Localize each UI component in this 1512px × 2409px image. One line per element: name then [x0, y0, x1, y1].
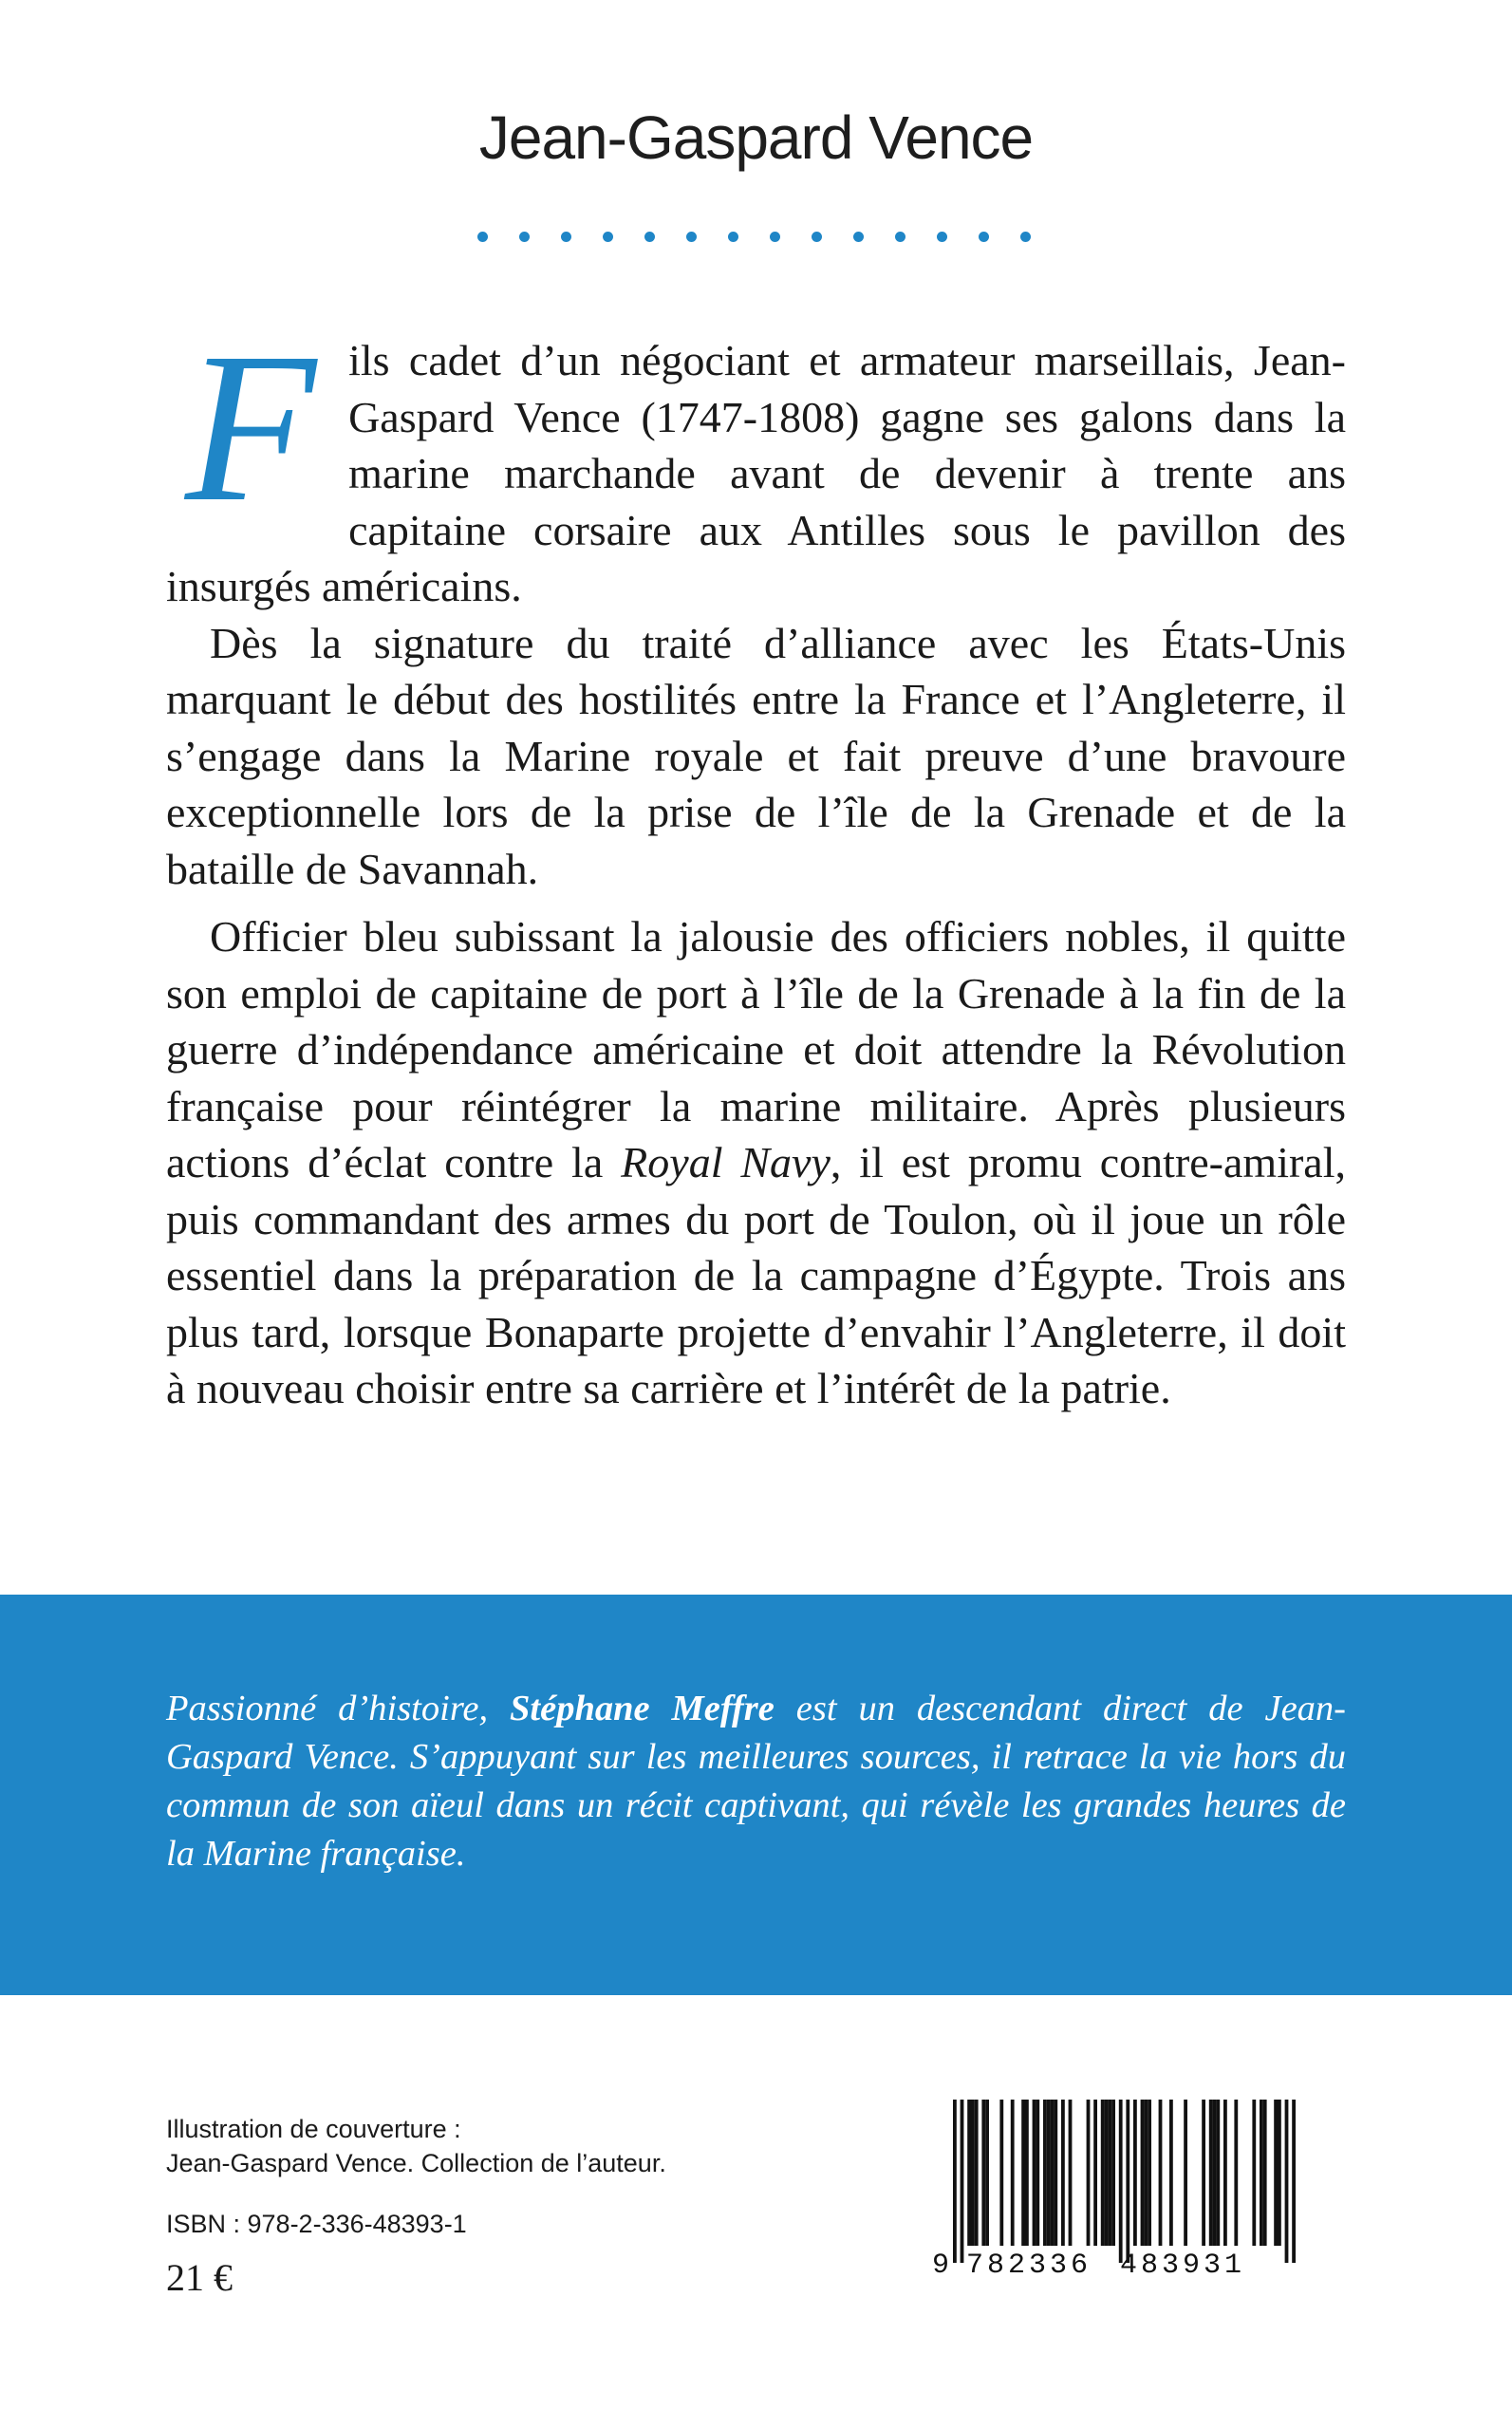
barcode-digit-first: 9 — [932, 2250, 950, 2278]
paragraph-3-text-a: Officier bleu subissant la jalousie des officiers nobles, il quitte son emploi de capitaine de port à l’île de la Grenade à la fin de la guerre d’indépendance américaine et doit attendre la Révolution française pour réintégrer la marine militaire. Après plusieurs actions d’éclat contre la — [166, 912, 1346, 1186]
bio-text-a: Passionné d’histoire, — [166, 1689, 510, 1728]
barcode-bar — [1159, 2100, 1163, 2246]
barcode-bar — [953, 2100, 957, 2263]
isbn: ISBN : 978-2-336-48393-1 — [166, 2210, 467, 2238]
barcode-bar — [1260, 2100, 1263, 2246]
author-name: Stéphane Meffre — [510, 1689, 775, 1728]
barcode-bar — [1278, 2100, 1281, 2246]
barcode-bar — [1051, 2100, 1055, 2246]
barcode-bar — [1184, 2100, 1187, 2246]
barcode-bar — [1087, 2100, 1091, 2246]
barcode-bar — [1011, 2100, 1015, 2246]
barcode-bar — [1202, 2100, 1205, 2246]
author-bio — [166, 1685, 1346, 1878]
paragraph-3-text-b: , il est promu contre-amiral, puis commandant des armes du port de Toulon, où il joue un rôle essentiel dans la préparation de la campagne d’Égypte. Trois ans plus tard, lorsque Bonaparte projette d’envahir l’Angleterre, il doit à nouveau choisir entre sa carrière et l’intérêt de la patrie. — [166, 1138, 1346, 1412]
barcode-bar — [971, 2100, 975, 2246]
barcode-bar — [1105, 2100, 1109, 2246]
barcode-bar — [1047, 2100, 1051, 2246]
barcode-bar — [1292, 2100, 1296, 2263]
barcode-bar — [1126, 2100, 1129, 2263]
barcode-digits-left: 782336 — [966, 2250, 1092, 2278]
barcode-bar — [1216, 2100, 1220, 2246]
dotted-separator — [477, 228, 1034, 247]
barcode-bar — [1144, 2100, 1148, 2246]
paragraph-1 — [166, 308, 1346, 615]
barcode-bar — [1069, 2100, 1073, 2246]
barcode-bar — [1274, 2100, 1278, 2246]
barcode-bar — [1119, 2100, 1123, 2263]
paragraph-2: Dès la signature du traité d’alliance avec les États-Unis marquant le début des hostilités entre la France et l’Angleterre, il s’engage dans la Marine royale et fait preuve d’une bravoure exceptionnelle lors de la prise de l’île de la Grenade et de la bataille de Savannah. — [166, 618, 1346, 893]
cover-credit — [166, 2112, 666, 2180]
barcode-bar — [985, 2100, 989, 2246]
barcode-bar — [961, 2100, 964, 2263]
barcode-bar — [1043, 2100, 1047, 2246]
barcode-bar — [1209, 2100, 1213, 2246]
barcode-bar — [1111, 2100, 1115, 2246]
barcode-bar — [999, 2100, 1003, 2246]
summary-text — [166, 308, 1346, 1417]
barcode-bar — [1213, 2100, 1217, 2246]
paragraph-3-italic: Royal Navy — [621, 1138, 831, 1186]
book-title: Jean-Gaspard Vence — [478, 103, 1034, 172]
credit-line-1: Illustration de couverture : — [166, 2115, 461, 2143]
barcode-bar — [1223, 2100, 1227, 2246]
barcode-bar — [1108, 2100, 1111, 2246]
barcode-bar — [1033, 2100, 1036, 2246]
credit-line-2: Jean-Gaspard Vence. Collection de l’auteur. — [166, 2149, 666, 2177]
barcode-digits-right: 483931 — [1120, 2250, 1246, 2278]
barcode-bar — [1148, 2100, 1151, 2246]
barcode-bar — [1101, 2100, 1105, 2246]
barcode-bar — [1141, 2100, 1145, 2246]
barcode-bar — [1133, 2100, 1137, 2246]
barcode-bar — [1285, 2100, 1289, 2263]
barcode-bar — [1234, 2100, 1238, 2246]
paragraph-1-text: ils cadet d’un négociant et armateur marseillais, Jean-Gaspard Vence (1747-1808) gagne ses galons dans la marine marchande avant de devenir à trente ans capitaine corsaire aux Antilles sous le pavillon des insurgés américains. — [166, 336, 1346, 610]
barcode-bar — [1263, 2100, 1267, 2246]
barcode-bar — [981, 2100, 985, 2246]
barcode-bar — [1061, 2100, 1065, 2246]
price: 21 € — [166, 2256, 233, 2299]
barcode-bar — [975, 2100, 979, 2246]
barcode — [909, 2088, 1310, 2278]
barcode-bar — [1054, 2100, 1057, 2246]
barcode-bar — [967, 2100, 971, 2246]
barcode-bar — [1169, 2100, 1173, 2246]
barcode-bar — [1252, 2100, 1256, 2246]
barcode-bar — [1025, 2100, 1029, 2246]
dropcap: F — [185, 308, 317, 546]
paragraph-3 — [166, 908, 1346, 1417]
bio-text-b: est un descendant direct de Jean-Gaspard Vence. S’appuyant sur les meilleures sources, il retrace la vie hors du commun de son aïeul dans un récit captivant, qui révèle les grandes heures de la Marine française. — [166, 1689, 1346, 1874]
barcode-bar — [1036, 2100, 1039, 2246]
barcode-bar — [1021, 2100, 1025, 2246]
barcode-bar — [1093, 2100, 1097, 2246]
